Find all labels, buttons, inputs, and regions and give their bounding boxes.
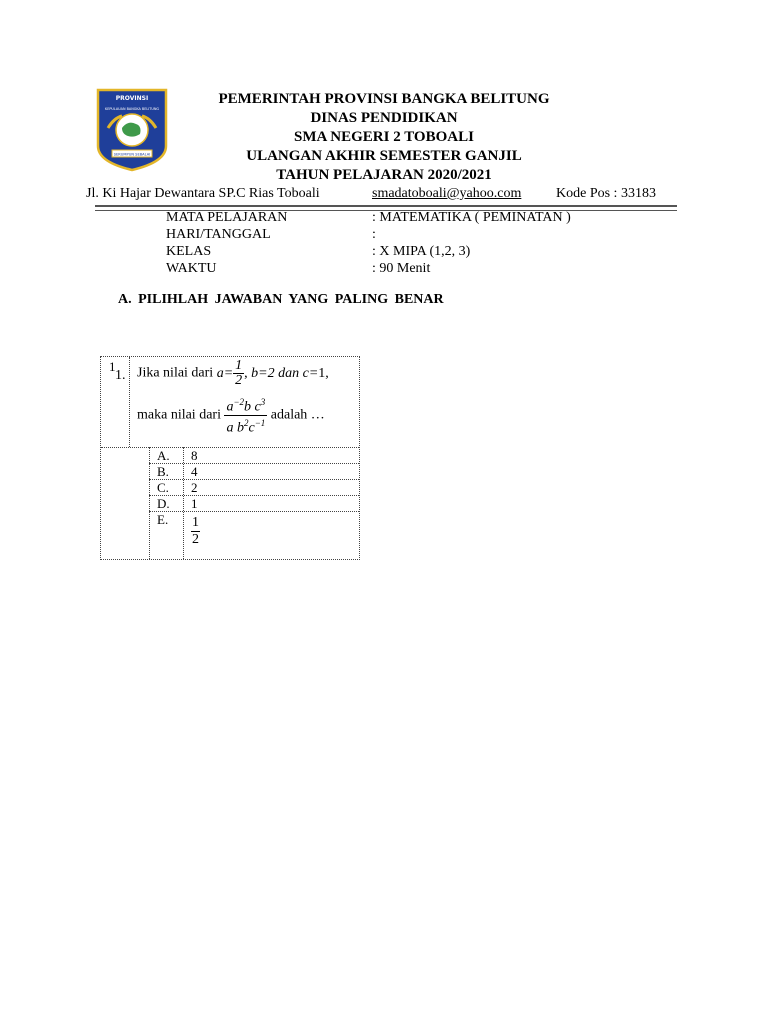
option-value-fraction[interactable] (191, 515, 200, 548)
question-text: maka nilai dari (137, 407, 225, 423)
header-rule-thick (95, 205, 677, 207)
info-label: WAKTU (166, 261, 217, 276)
question-line-2 (137, 395, 325, 435)
info-label: HARI/TANGGAL (166, 227, 271, 242)
heading-line-4: ULANGAN AKHIR SEMESTER GANJIL (246, 148, 522, 164)
option-value[interactable]: 2 (191, 480, 198, 495)
info-value: : 90 Menit (372, 261, 431, 276)
grid-line (149, 463, 359, 464)
svg-text:SERUMPUN SEBALAI: SERUMPUN SEBALAI (113, 152, 151, 157)
info-value: : MATEMATIKA ( PEMINATAN ) (372, 210, 571, 225)
question-text: Jika nilai dari (137, 365, 217, 381)
question-number-marker: 1 (109, 359, 116, 374)
province-emblem-icon (96, 88, 168, 172)
question-number: 1. (115, 368, 126, 383)
info-value: : (372, 227, 376, 242)
grid-line (149, 479, 359, 480)
grid-line (149, 495, 359, 496)
option-letter: C. (157, 480, 169, 495)
heading-line-3: SMA NEGERI 2 TOBOALI (294, 129, 474, 145)
option-letter: A. (157, 448, 170, 463)
heading-line-1: PEMERINTAH PROVINSI BANGKA BELITUNG (218, 91, 550, 107)
fraction-numerator: 1 (192, 515, 199, 530)
svg-text:PROVINSI: PROVINSI (115, 95, 149, 102)
heading-line-5: TAHUN PELAJARAN 2020/2021 (276, 167, 492, 183)
svg-text:KEPULAUAN BANGKA BELITUNG: KEPULAUAN BANGKA BELITUNG (104, 107, 160, 111)
math-expression: $\frac{a^{-2}b c^3}{a b^2c^{-1}}$ (226, 397, 266, 436)
grid-line (129, 357, 130, 447)
option-value[interactable]: 8 (191, 448, 198, 463)
option-letter: E. (157, 512, 169, 527)
question-text: adalah … (267, 407, 325, 423)
heading-line-2: DINAS PENDIDIKAN (310, 110, 458, 126)
info-label: KELAS (166, 244, 212, 259)
question-line-1 (137, 359, 329, 388)
question-table (100, 356, 360, 560)
email-link[interactable]: smadatoboali@yahoo.com (372, 186, 522, 201)
grid-line (101, 447, 359, 448)
fraction-denominator: 2 (192, 532, 199, 547)
grid-line (149, 511, 359, 512)
school-heading (170, 90, 598, 185)
option-letter: B. (157, 464, 169, 479)
postal-code: Kode Pos : 33183 (556, 186, 656, 201)
option-letter: D. (157, 496, 170, 511)
section-title: A. PILIHLAH JAWABAN YANG PALING BENAR (118, 292, 444, 307)
info-label: MATA PELAJARAN (166, 210, 288, 225)
option-value[interactable]: 4 (191, 464, 198, 479)
info-value: : X MIPA (1,2, 3) (372, 244, 471, 259)
math-given-values: a= $\frac{1}{2}$ , b=2 dan c=1, (216, 358, 329, 388)
street-address: Jl. Ki Hajar Dewantara SP.C Rias Toboali (86, 186, 320, 201)
option-value[interactable]: 1 (191, 496, 198, 511)
